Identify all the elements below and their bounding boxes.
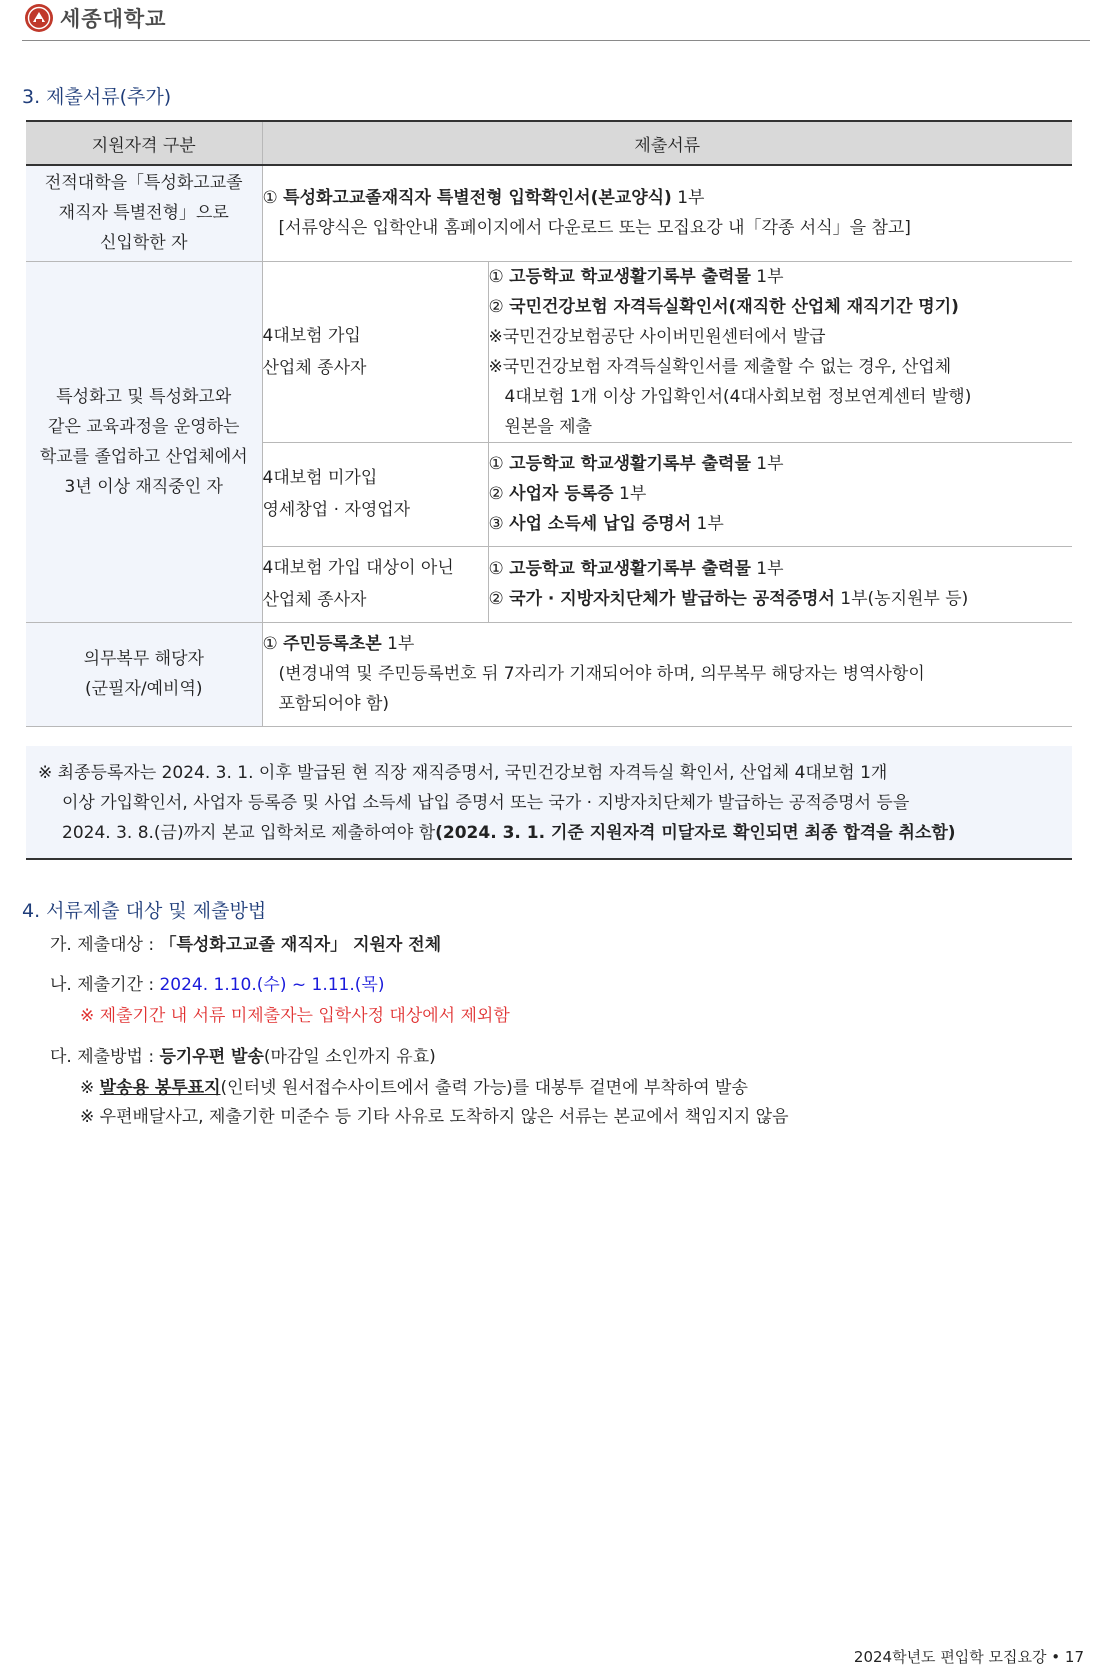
submission-period: [50, 970, 384, 995]
document-cell: [488, 442, 1072, 546]
document-count: 1부: [750, 454, 784, 474]
document-note: 포함되어야 함): [278, 694, 390, 714]
note-line: ※ 최종등록자는 2024. 3. 1. 이후 발급된 현 직장 재직증명서, 국민건강보험 자격득실 확인서, 산업체 4대보험 1개: [38, 763, 888, 783]
document-cell: [262, 165, 1072, 261]
note-line: 이상 가입확인서, 사업자 등록증 및 사업 소득세 납입 증명서 또는 국가 · 지방자치단체가 발급하는 공적증명서 등을: [62, 793, 910, 813]
qual-line: 신입학한 자: [99, 233, 188, 254]
document-item: [263, 183, 1073, 213]
subcategory-cell: [262, 546, 488, 622]
qual-line: 전적대학을「특성화고교졸: [44, 173, 243, 194]
document-cell: [488, 546, 1072, 622]
table-header-row: [26, 121, 1072, 165]
qual-line: 학교를 졸업하고 산업체에서: [39, 446, 248, 467]
documents-table: [26, 120, 1072, 727]
subcategory-line: 산업체 종사자: [262, 357, 367, 378]
qual-line: 같은 교육과정을 운영하는: [48, 416, 240, 437]
item-number: ①: [488, 559, 504, 579]
qual-line: 3년 이상 재직중인 자: [64, 476, 223, 497]
document-count: 1부: [691, 514, 724, 534]
document-note: [서류양식은 입학안내 홈페이지에서 다운로드 또는 모집요강 내「각종 서식」을 참고]: [278, 218, 911, 239]
document-count: 1부: [613, 484, 647, 504]
subcategory-line: 4대보험 미가입: [262, 468, 378, 488]
page-header: [22, 0, 1090, 41]
period-warning: ※ 제출기간 내 서류 미제출자는 입학사정 대상에서 제외함: [80, 1006, 510, 1026]
document-name: 국민건강보험 자격득실확인서(재직한 산업체 재직기간 명기): [509, 296, 959, 317]
document-item: [489, 509, 1073, 539]
final-registration-note: [26, 746, 1072, 860]
table-row: [26, 261, 1072, 442]
document-name: 고등학교 학교생활기록부 출력물: [509, 266, 751, 287]
university-seal-icon: [24, 3, 54, 33]
document-item: [489, 449, 1073, 479]
university-name: 세종대학교: [60, 7, 167, 31]
submission-target: [50, 930, 441, 955]
item-number: ①: [488, 454, 504, 474]
document-count: 1부: [671, 188, 705, 209]
item-number: ②: [488, 296, 504, 317]
section-4-title: 4. 서류제출 대상 및 제출방법: [22, 900, 267, 922]
item-number: ③: [488, 514, 504, 534]
document-name: 사업자 등록증: [509, 484, 614, 504]
item-label: 다. 제출방법 :: [50, 1047, 160, 1067]
university-logo: [24, 3, 166, 33]
note-text: 2024. 3. 8.(금)까지 본교 입학처로 제출하여야 함: [62, 823, 436, 843]
qual-line: 재직자 특별전형」으로: [58, 203, 229, 224]
section-3-title: 3. 제출서류(추가): [22, 86, 172, 108]
document-item: [489, 554, 1073, 584]
page-footer: 2024학년도 편입학 모집요강 • 17: [853, 1648, 1084, 1666]
item-value: 등기우편 발송: [159, 1047, 264, 1067]
note-line: [38, 818, 1064, 848]
document-name: 국가 · 지방자치단체가 발급하는 공적증명서: [509, 589, 835, 609]
item-number: ①: [488, 266, 504, 287]
document-item: [489, 584, 1073, 614]
document-note: (변경내역 및 주민등록번호 뒤 7자리가 기재되어야 하며, 의무복무 해당자는 병역사항이: [278, 664, 925, 684]
document-item: [489, 479, 1073, 509]
subcategory-line: 4대보험 가입: [262, 325, 361, 346]
subcategory-line: 산업체 종사자: [262, 590, 367, 610]
qualification-cell: [26, 622, 262, 726]
col-header-documents: 제출서류: [262, 121, 1072, 165]
method-note-2: ※ 우편배달사고, 제출기한 미준수 등 기타 사유로 도착하지 않은 서류는 본교에서 책임지지 않음: [80, 1107, 789, 1127]
col-header-qualification: 지원자격 구분: [26, 121, 262, 165]
item-number: ②: [488, 589, 504, 609]
document-item: [489, 292, 1073, 322]
submission-method: [50, 1042, 436, 1067]
note-text: (인터넷 원서접수사이트에서 출력 가능)를 대봉투 겉면에 부착하여 발송: [220, 1078, 748, 1098]
item-label: 가. 제출대상 :: [50, 935, 160, 955]
table-row: [26, 165, 1072, 261]
subcategory-cell: [262, 442, 488, 546]
item-number: ①: [262, 188, 278, 209]
qual-line: 의무복무 해당자: [83, 649, 204, 669]
period-dates: 2024. 1.10.(수) ~ 1.11.(목): [159, 975, 385, 995]
method-note-1: [80, 1073, 748, 1098]
envelope-cover-label: 발송용 봉투표지: [99, 1078, 221, 1098]
document-item: [489, 262, 1073, 292]
table-row: [26, 622, 1072, 726]
item-label: 나. 제출기간 :: [50, 975, 160, 995]
document-cell: [262, 622, 1072, 726]
qualification-cell: [26, 261, 262, 622]
qualification-cell: [26, 165, 262, 261]
document-count: 1부: [381, 634, 415, 654]
qual-line: 특성화고 및 특성화고와: [56, 386, 232, 407]
item-note: (마감일 소인까지 유효): [263, 1047, 436, 1067]
qual-line: (군필자/예비역): [84, 679, 203, 699]
document-name: 고등학교 학교생활기록부 출력물: [509, 559, 751, 579]
item-number: ①: [262, 634, 278, 654]
document-item: [263, 629, 1073, 659]
document-note: ※국민건강보험공단 사이버민원센터에서 발급: [488, 326, 826, 347]
document-count: 1부: [750, 559, 784, 579]
document-count: 1부(농지원부 등): [834, 589, 969, 609]
note-mark: ※: [80, 1078, 100, 1098]
subcategory-line: 영세창업 · 자영업자: [262, 500, 411, 520]
subcategory-cell: [262, 261, 488, 442]
document-name: 사업 소득세 납입 증명서: [509, 514, 692, 534]
document-note: 4대보험 1개 이상 가입확인서(4대사회보험 정보연계센터 발행): [504, 386, 972, 407]
document-name: 주민등록초본: [283, 634, 382, 654]
note-warning: (2024. 3. 1. 기준 지원자격 미달자로 확인되면 최종 합격을 취소함): [435, 823, 956, 843]
document-count: 1부: [750, 266, 784, 287]
item-value: 「특성화고교졸 재직자」 지원자 전체: [159, 935, 442, 955]
document-note: 원본을 제출: [504, 416, 593, 437]
document-cell: [488, 261, 1072, 442]
subcategory-line: 4대보험 가입 대상이 아닌: [262, 558, 454, 578]
document-note: ※국민건강보험 자격득실확인서를 제출할 수 없는 경우, 산업체: [488, 356, 952, 377]
item-number: ②: [488, 484, 504, 504]
document-name: 고등학교 학교생활기록부 출력물: [509, 454, 751, 474]
document-name: 특성화고교졸재직자 특별전형 입학확인서(본교양식): [283, 188, 672, 209]
